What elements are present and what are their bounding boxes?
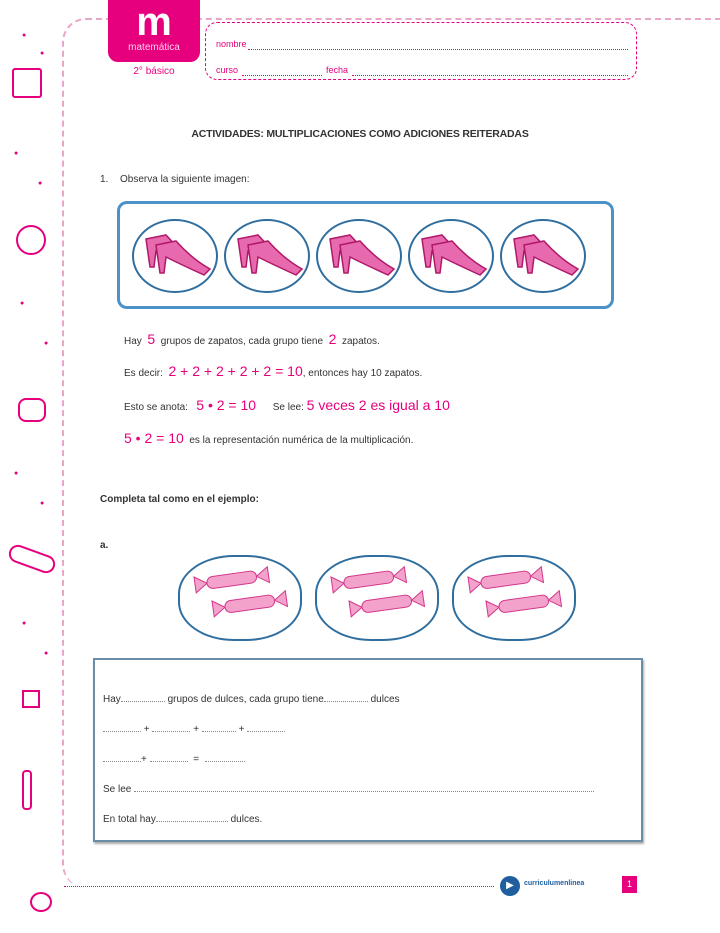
candy-icon	[6, 542, 57, 575]
q1-prompt: Observa la siguiente imagen:	[120, 174, 250, 185]
multiplication-line	[103, 754, 245, 765]
text: grupos de zapatos, cada grupo tiene	[160, 336, 324, 347]
instruction: Completa tal como en el ejemplo:	[100, 494, 259, 505]
sidebar-decorations: ● ● ● ● ● ● ● ● ● ●	[0, 0, 60, 933]
text: Esto se anota:	[124, 402, 188, 413]
reading-text: 5 veces 2 es igual a 10	[306, 397, 450, 413]
shoes-icon	[410, 221, 492, 291]
date-field[interactable]	[352, 75, 628, 76]
shoes-icon	[226, 221, 308, 291]
text: es la representación numérica de la multiplicación.	[189, 435, 414, 446]
total-blank[interactable]	[156, 814, 228, 822]
reading-blank[interactable]	[134, 784, 594, 792]
reading-line	[103, 784, 594, 795]
addend-blank[interactable]	[247, 724, 285, 732]
date-label: fecha	[326, 65, 349, 75]
addend-blank[interactable]	[202, 724, 236, 732]
calculator-icon	[12, 68, 42, 98]
plus-sign: +	[193, 724, 200, 735]
text: dulces.	[230, 814, 263, 825]
logo-subject: matemática	[128, 42, 180, 53]
items-number: 2	[328, 331, 337, 347]
text: grupos de dulces, cada grupo tiene	[167, 694, 324, 705]
candy-group	[452, 555, 576, 641]
grade-label: 2° básico	[133, 66, 175, 77]
subject-logo	[108, 0, 200, 62]
q1-number: 1.	[100, 174, 109, 185]
text: Se lee	[103, 784, 132, 795]
equals-sign: =	[193, 754, 200, 765]
text: En total hay	[103, 814, 156, 825]
name-field[interactable]	[248, 49, 628, 50]
logo-letter: m	[136, 0, 172, 44]
candies-icon	[454, 557, 574, 639]
addend-blank[interactable]	[152, 724, 190, 732]
play-logo-icon: ▶	[500, 876, 520, 896]
groups-blank[interactable]	[121, 694, 165, 702]
addition-line	[103, 724, 285, 735]
text: dulces	[370, 694, 400, 705]
text: Hay	[124, 336, 142, 347]
shoes-icon	[502, 221, 584, 291]
footer-divider	[64, 886, 494, 887]
operator-sign: +	[141, 754, 147, 765]
q1-line4	[124, 430, 413, 446]
student-info-form	[205, 22, 637, 80]
shoe-group	[316, 219, 402, 293]
shoes-icon	[134, 221, 216, 291]
text: Es decir:	[124, 368, 163, 379]
text: , entonces hay 10 zapatos.	[302, 368, 423, 379]
shoe-group	[408, 219, 494, 293]
q1-line2	[124, 363, 422, 379]
course-field[interactable]	[242, 75, 322, 76]
text: zapatos.	[341, 336, 380, 347]
multiplication-expression: 5 • 2 = 10	[124, 430, 184, 446]
shoe-group	[500, 219, 586, 293]
total-line	[103, 814, 262, 825]
items-blank[interactable]	[324, 694, 368, 702]
addition-expression: 2 + 2 + 2 + 2 + 2 = 10	[168, 363, 303, 379]
hand-icon	[18, 398, 46, 422]
apple-icon	[30, 892, 52, 912]
part-a-label: a.	[100, 540, 109, 551]
answer-line1	[103, 694, 400, 705]
shoe-group	[132, 219, 218, 293]
text: Se lee:	[272, 402, 304, 413]
page-title: ACTIVIDADES: MULTIPLICACIONES COMO ADICIONES REITERADAS	[191, 128, 529, 140]
multiplication-expression: 5 • 2 = 10	[196, 397, 257, 413]
candy-group	[315, 555, 439, 641]
shoe-group	[224, 219, 310, 293]
course-label: curso	[216, 65, 239, 75]
shoes-icon	[318, 221, 400, 291]
plus-sign: +	[238, 724, 245, 735]
shoes-image	[117, 201, 614, 309]
name-label: nombre	[216, 39, 247, 49]
q1-line1	[124, 331, 380, 347]
q1-line3	[124, 397, 450, 413]
orange-slice-icon	[16, 225, 46, 255]
text: Hay	[103, 694, 121, 705]
cube-icon	[22, 690, 40, 708]
groups-number: 5	[147, 331, 156, 347]
factor-blank[interactable]	[103, 754, 141, 762]
addend-blank[interactable]	[103, 724, 141, 732]
answer-box	[93, 658, 643, 842]
factor-blank[interactable]	[150, 754, 188, 762]
page-number: 1	[622, 876, 637, 893]
result-blank[interactable]	[205, 754, 245, 762]
brand-name: curriculumenlinea	[524, 880, 585, 887]
candies-icon	[317, 557, 437, 639]
plus-sign: +	[143, 724, 150, 735]
candy-group	[178, 555, 302, 641]
candies-icon	[180, 557, 300, 639]
pencil-icon	[22, 770, 32, 810]
